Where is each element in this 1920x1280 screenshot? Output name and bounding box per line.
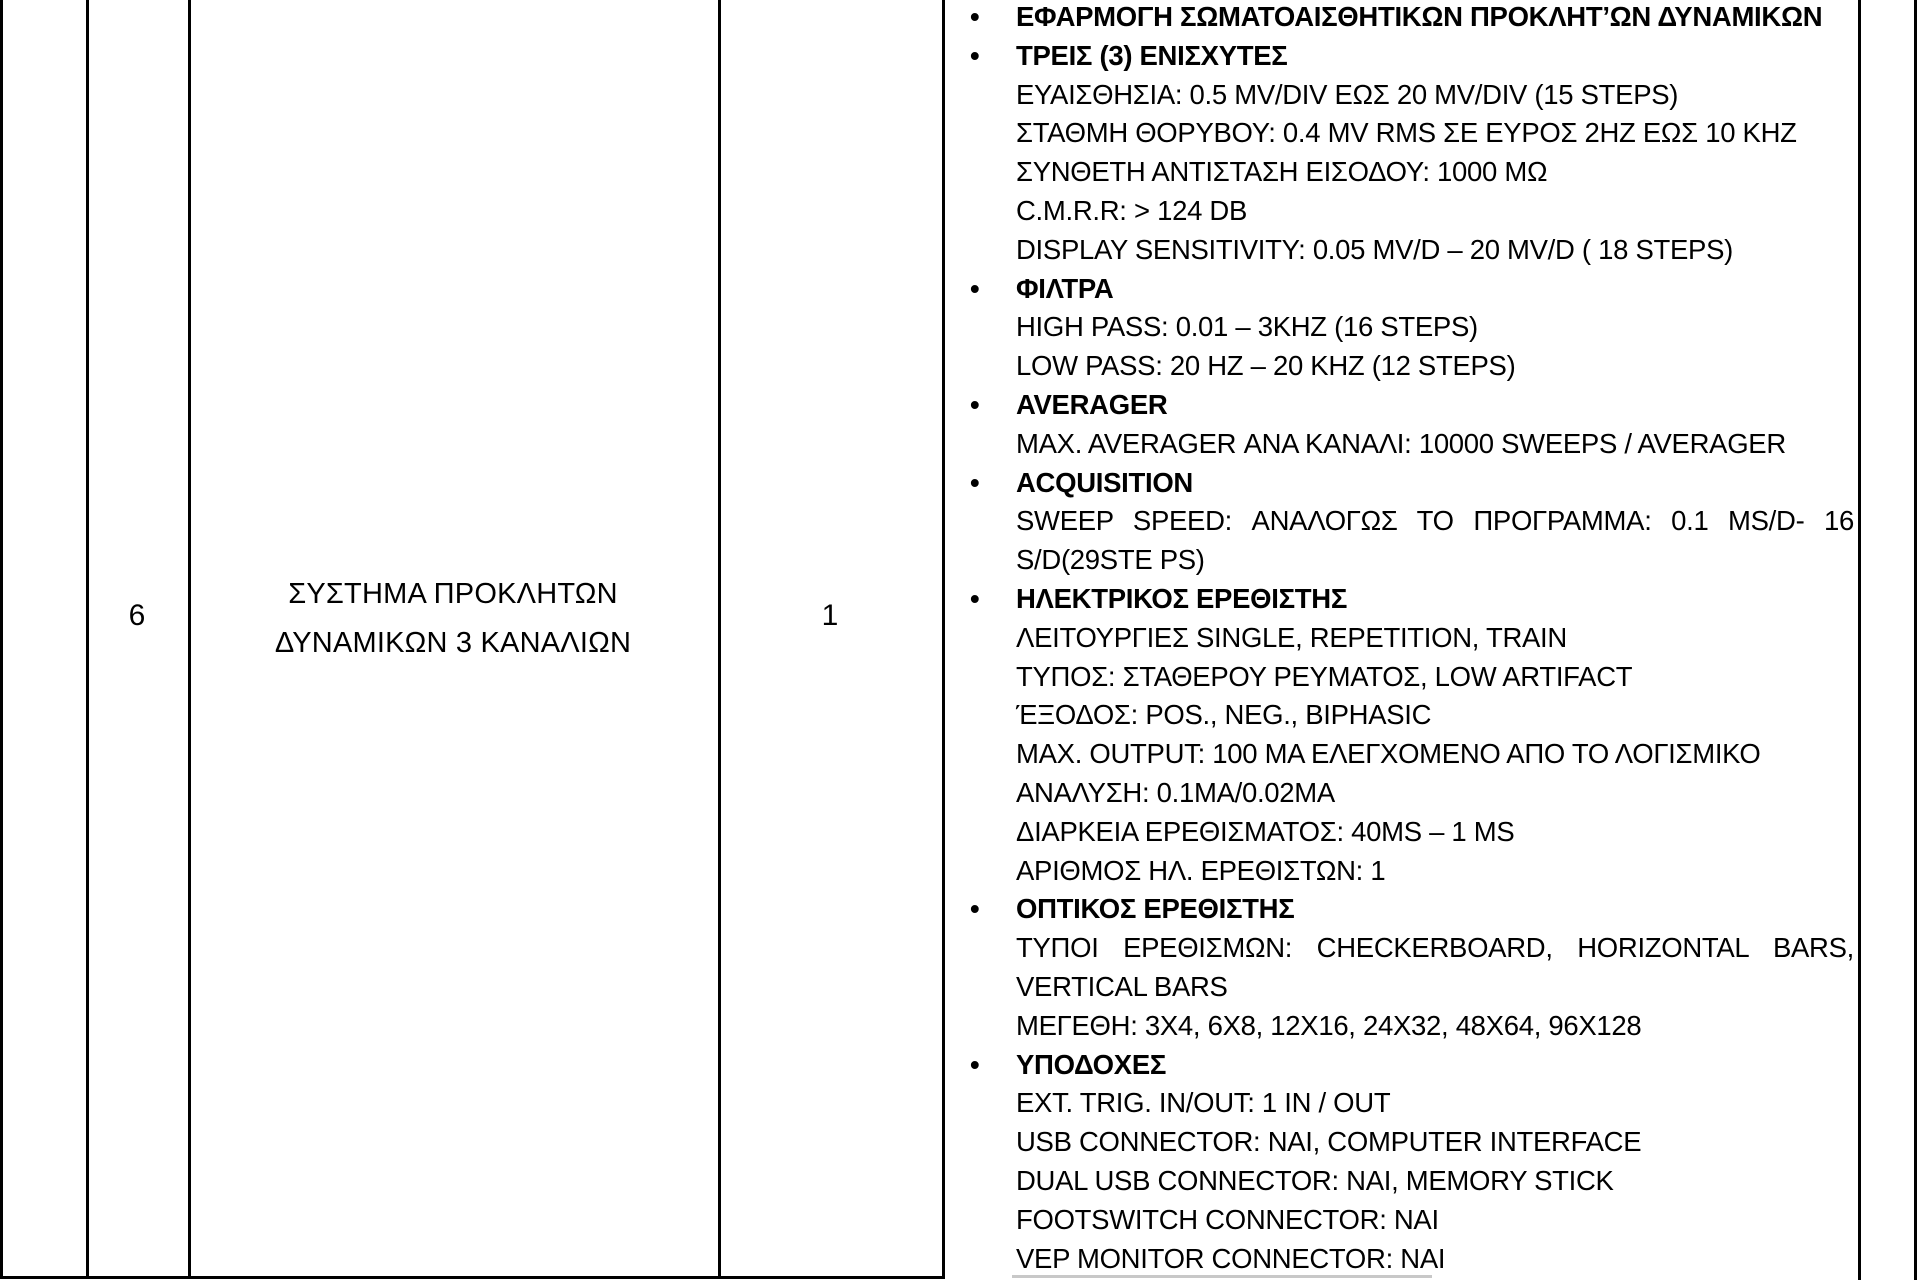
spec-line: [944, 76, 1859, 115]
clipped-next-line-artifact: [1012, 1275, 1432, 1278]
spec-text: VEP MONITOR CONNECTOR: NAI: [1016, 1242, 1446, 1274]
table-border-right-edge: [1914, 0, 1917, 1280]
spec-text: ΥΠΟΔΟΧΕΣ: [1016, 1048, 1167, 1080]
spec-line: [944, 192, 1859, 231]
spec-text: ΦΙΛΤΡΑ: [1016, 272, 1114, 304]
spec-line: [944, 1162, 1859, 1201]
spec-line: [944, 231, 1859, 270]
description-cell: [188, 570, 718, 668]
spec-line: [944, 929, 1859, 968]
bullet-icon: •: [970, 272, 980, 304]
spec-line: [944, 1007, 1859, 1046]
spec-line: [944, 464, 1859, 503]
spec-text: AVERAGER: [1016, 388, 1168, 420]
spec-text: DUAL USB CONNECTOR: NAI, MEMORY STICK: [1016, 1164, 1614, 1196]
spec-text: C.M.R.R: > 124 DB: [1016, 194, 1248, 226]
spec-text: ΕΥΑΙΣΘΗΣΙΑ: 0.5 MV/DIV ΕΩΣ 20 MV/DIV (15 STEPS): [1016, 78, 1679, 110]
table-border-left-edge: [0, 0, 3, 1276]
bullet-icon: •: [970, 388, 980, 420]
spec-text: ACQUISITION: [1016, 466, 1193, 498]
spec-text: ΑΝΑΛΥΣΗ: 0.1ΜΑ/0.02ΜΑ: [1016, 776, 1335, 808]
spec-text: EXT. TRIG. IN/OUT: 1 IN / OUT: [1016, 1087, 1391, 1119]
quantity-value: 1: [821, 599, 839, 632]
spec-line: [944, 890, 1859, 929]
spec-line: [944, 386, 1859, 425]
spec-line: [944, 425, 1859, 464]
spec-line: [944, 347, 1859, 386]
spec-line: [944, 580, 1859, 619]
item-number: 6: [128, 599, 146, 632]
spec-text: ΗΛΕΚΤΡΙΚΟΣ ΕΡΕΘΙΣΤΗΣ: [1016, 582, 1348, 614]
spec-text: ΣΤΑΘΜΗ ΘΟΡΥΒΟΥ: 0.4 MV RMS ΣΕ ΕΥΡΟΣ 2ΗΖ ΕΩΣ 10 ΚΗΖ: [1016, 117, 1797, 149]
spec-line: [944, 852, 1859, 891]
spec-line: [944, 153, 1859, 192]
spec-text: ΑΡΙΘΜΟΣ ΗΛ. ΕΡΕΘΙΣΤΩΝ: 1: [1016, 854, 1386, 886]
spec-line: [944, 1123, 1859, 1162]
bullet-icon: •: [970, 466, 980, 498]
spec-text: MAX. OUTPUT: 100 MA ΕΛΕΓΧΟΜΕΝΟ ΑΠΟ ΤΟ ΛΟΓΙΣΜΙΚΟ: [1016, 738, 1761, 770]
spec-line: [944, 696, 1859, 735]
bullet-icon: •: [970, 1, 980, 32]
spec-line: [944, 658, 1859, 697]
spec-text: ΔΙΑΡΚΕΙΑ ΕΡΕΘΙΣΜΑΤΟΣ: 40MS – 1 MS: [1016, 815, 1515, 847]
spec-line: [944, 813, 1859, 852]
specs-cell: [944, 0, 1859, 1278]
spec-text: ΤΥΠΟΣ: ΣΤΑΘΕΡΟΥ ΡΕΥΜΑΤΟΣ, LOW ARTIFACT: [1016, 660, 1633, 692]
spec-text: DISPLAY SENSITIVITY: 0.05 MV/D – 20 MV/D ( 18 STEPS): [1016, 233, 1733, 265]
spec-text: SWEEP SPEED: ΑΝΑΛΟΓΩΣ ΤΟ ΠΡΟΓΡΑΜΜΑ: 0.1 MS/D- 16: [1016, 505, 1854, 537]
spec-text: USB CONNECTOR: NAI, COMPUTER INTERFACE: [1016, 1126, 1642, 1158]
spec-line: [944, 270, 1859, 309]
spec-line: [944, 0, 1859, 37]
spec-text: MAX. AVERAGER ΑΝΑ ΚΑΝΑΛΙ: 10000 SWEEPS / AVERAGER: [1016, 427, 1786, 459]
spec-line: [944, 968, 1859, 1007]
spec-line: [944, 619, 1859, 658]
bullet-icon: •: [970, 582, 980, 614]
bullet-icon: •: [970, 39, 980, 71]
spec-text: HIGH PASS: 0.01 – 3KHZ (16 STEPS): [1016, 311, 1478, 343]
bullet-icon: •: [970, 1048, 980, 1080]
spec-text: ΜΕΓΕΘΗ: 3Χ4, 6Χ8, 12Χ16, 24Χ32, 48Χ64, 96Χ128: [1016, 1009, 1642, 1041]
spec-text: FOOTSWITCH CONNECTOR: NAI: [1016, 1203, 1439, 1235]
spec-line: [944, 37, 1859, 76]
spec-line: [944, 1240, 1859, 1279]
item-number-cell: [86, 595, 188, 637]
spec-line: [944, 541, 1859, 580]
description-line: ΣΥΣΤΗΜΑ ΠΡΟΚΛΗΤΩΝ: [288, 578, 618, 610]
spec-text: S/D(29STE PS): [1016, 544, 1205, 576]
spec-line: [944, 735, 1859, 774]
spec-text: VERTICAL BARS: [1016, 970, 1228, 1002]
description-line: ΔΥΝΑΜΙΚΩΝ 3 ΚΑΝΑΛΙΩΝ: [274, 627, 632, 659]
spec-text: ΣΥΝΘΕΤΗ ΑΝΤΙΣΤΑΣΗ ΕΙΣΟΔΟΥ: 1000 ΜΩ: [1016, 156, 1548, 188]
table-border-bottom: [0, 1276, 945, 1279]
spec-line: [944, 502, 1859, 541]
spec-text: ΤΡΕΙΣ (3) ΕΝΙΣΧΥΤΕΣ: [1016, 39, 1288, 71]
spec-line: [944, 1046, 1859, 1085]
spec-text: ΛΕΙΤΟΥΡΓΙΕΣ SINGLE, REPETITION, TRAIN: [1016, 621, 1567, 653]
quantity-cell: [718, 595, 942, 637]
spec-line: [944, 1084, 1859, 1123]
spec-line: [944, 114, 1859, 153]
spec-text: ΤΥΠΟΙ ΕΡΕΘΙΣΜΩΝ: CHECKERBOARD, HORIZONTAL BARS,: [1016, 932, 1854, 964]
spec-line: [944, 308, 1859, 347]
spec-text: LOW PASS: 20 HZ – 20 KHZ (12 STEPS): [1016, 350, 1516, 382]
table-border-col-1: [86, 0, 89, 1276]
spec-text: ΈΞΟΔΟΣ: POS., NEG., BIPHASIC: [1016, 699, 1432, 731]
spec-line: [944, 774, 1859, 813]
spec-text: ΕΦΑΡΜΟΓΗ ΣΩΜΑΤΟΑΙΣΘΗΤΙΚΩΝ ΠΡΟΚΛΗΤ’ΩΝ ΔΥΝΑΜΙΚΩΝ: [1016, 1, 1823, 32]
spec-text: ΟΠΤΙΚΟΣ ΕΡΕΘΙΣΤΗΣ: [1016, 893, 1295, 925]
bullet-icon: •: [970, 893, 980, 925]
table-border-col-3: [718, 0, 721, 1276]
spec-line: [944, 1201, 1859, 1240]
